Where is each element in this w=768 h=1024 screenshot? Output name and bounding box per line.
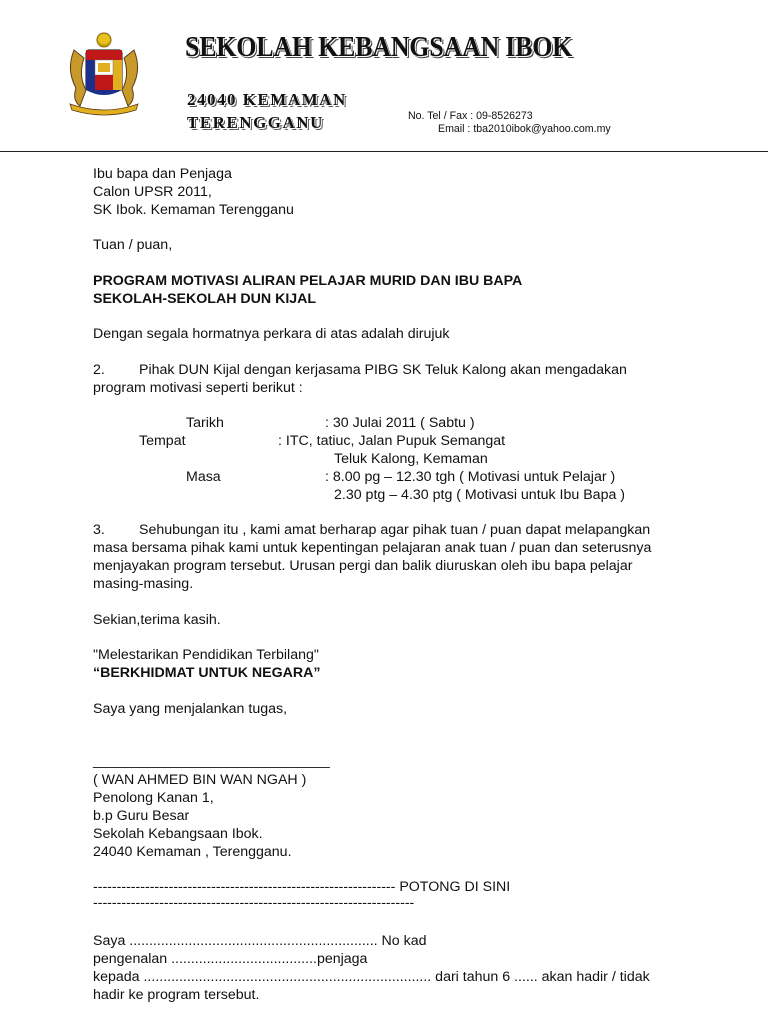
masa-value-2: 2.30 ptg – 4.30 ptg ( Motivasi untuk Ibu Bapa ) [334, 487, 626, 503]
slip-line-4: hadir ke program tersebut. [93, 987, 260, 1003]
para2-line-1: Pihak DUN Kijal dengan kerjasama PIBG SK Teluk Kalong akan mengadakan [139, 362, 627, 378]
masa-value-1: : 8.00 pg – 12.30 tgh ( Motivasi untuk Pelajar ) [325, 469, 616, 485]
subject-line-2: SEKOLAH-SEKOLAH DUN KIJAL [93, 291, 317, 307]
para3-number: 3. [93, 522, 105, 538]
slogan: “BERKHIDMAT UNTUK NEGARA” [93, 665, 321, 681]
slip-line-3: kepada ......................................................................... dari tahun 6 ...... akan hadir / tidak [93, 969, 650, 985]
para3-line-1: Sehubungan itu , kami amat berharap agar pihak tuan / puan dapat melapangkan [139, 522, 651, 538]
subject-line-1: PROGRAM MOTIVASI ALIRAN PELAJAR MURID DAN IBU BAPA [93, 273, 523, 289]
tempat-value-2: Teluk Kalong, Kemaman [334, 451, 488, 467]
address-line-1: 24040 KEMAMAN [187, 90, 347, 109]
jata-negara-crest-icon [56, 30, 152, 118]
signatory-title-4: 24040 Kemaman , Terengganu. [93, 844, 292, 860]
slip-line-1: Saya ............................................................... No kad [93, 933, 427, 949]
cut-line-2: -------------------------------------------------------------------- [93, 895, 415, 911]
para3-line-3: menjayakan program tersebut. Urusan pergi dan balik diuruskan oleh ibu bapa pelajar [93, 558, 633, 574]
recipient-line-2: Calon UPSR 2011, [93, 184, 212, 200]
signatory-title-1: Penolong Kanan 1, [93, 790, 214, 806]
tempat-value-1: : ITC, tatiuc, Jalan Pupuk Semangat [278, 433, 506, 449]
masa-label: Masa [186, 469, 221, 485]
para2-number: 2. [93, 362, 105, 378]
tarikh-value: : 30 Julai 2011 ( Sabtu ) [325, 415, 475, 431]
signatory-name: ( WAN AHMED BIN WAN NGAH ) [93, 772, 307, 788]
email: Email : tba2010ibok@yahoo.com.my [438, 123, 611, 135]
school-name: SEKOLAH KEBANGSAAN IBOK [185, 32, 573, 63]
header-divider [0, 151, 768, 152]
signatory-title-3: Sekolah Kebangsaan Ibok. [93, 826, 263, 842]
signature-line: ______________________________ [93, 753, 330, 769]
recipient-line-3: SK Ibok. Kemaman Terengganu [93, 202, 294, 218]
para2-line-2: program motivasi seperti berikut : [93, 380, 303, 396]
tempat-label: Tempat [139, 433, 186, 449]
salutation: Tuan / puan, [93, 237, 173, 253]
signatory-title-2: b.p Guru Besar [93, 808, 190, 824]
cut-line-1: ---------------------------------------------------------------- POTONG DI SINI [93, 879, 511, 895]
recipient-line-1: Ibu bapa dan Penjaga [93, 166, 232, 182]
para3-line-2: masa bersama pihak kami untuk kepentingan pelajaran anak tuan / puan dan seterusnya [93, 540, 652, 556]
address-line-2: TERENGGANU [187, 113, 324, 132]
duty-line: Saya yang menjalankan tugas, [93, 701, 288, 717]
tarikh-label: Tarikh [186, 415, 224, 431]
motto: "Melestarikan Pendidikan Terbilang" [93, 647, 319, 663]
reference-line: Dengan segala hormatnya perkara di atas adalah dirujuk [93, 326, 450, 342]
tel-fax: No. Tel / Fax : 09-8526273 [408, 110, 533, 122]
slip-line-2: pengenalan .....................................penjaga [93, 951, 368, 967]
para3-line-4: masing-masing. [93, 576, 194, 592]
closing: Sekian,terima kasih. [93, 612, 221, 628]
